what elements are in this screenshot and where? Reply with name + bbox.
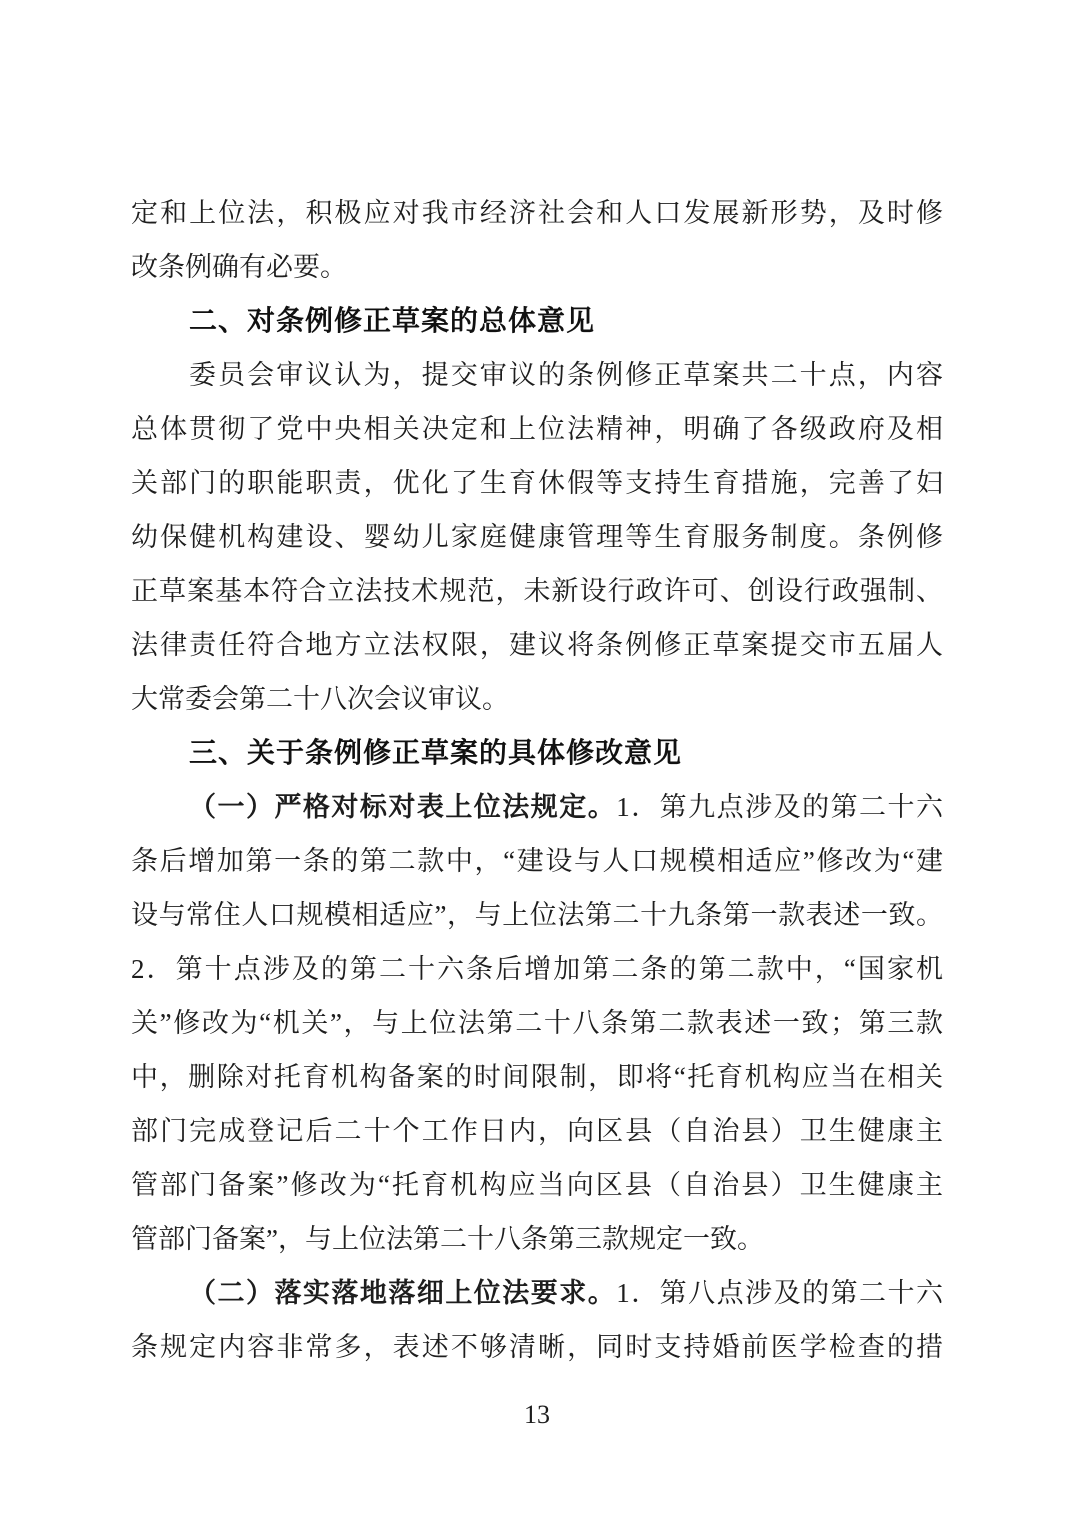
- body-line: 关部门的职能职责，优化了生育休假等支持生育措施，完善了妇: [131, 468, 943, 498]
- body-line: 中，删除对托育机构备案的时间限制，即将“托育机构应当在相关: [131, 1062, 943, 1092]
- body-line: [131, 1266, 943, 1320]
- body-line: 部门完成登记后二十个工作日内，向区县（自治县）卫生健康主: [131, 1116, 943, 1146]
- body-line: [131, 780, 943, 834]
- body-line: 定和上位法，积极应对我市经济社会和人口发展新形势，及时修: [131, 198, 943, 228]
- body-line: 管部门备案”修改为“托育机构应当向区县（自治县）卫生健康主: [131, 1170, 943, 1200]
- body-line: 总体贯彻了党中央相关决定和上位法精神，明确了各级政府及相: [131, 414, 943, 444]
- section-heading-2: 二、对条例修正草案的总体意见: [189, 305, 596, 336]
- body-line: 法律责任符合地方立法权限，建议将条例修正草案提交市五届人: [131, 630, 943, 660]
- clause-text: 1．第八点涉及的第二十六: [616, 1278, 944, 1308]
- body-line: 2．第十点涉及的第二十六条后增加第二条的第二款中，“国家机: [131, 954, 943, 984]
- clause-heading-lead: （一）严格对标对表上位法规定。: [189, 792, 617, 822]
- body-line: 关”修改为“机关”，与上位法第二十八条第二款表述一致；第三款: [131, 1008, 943, 1038]
- clause-heading-lead: （二）落实落地落细上位法要求。: [189, 1278, 617, 1308]
- body-line: 条规定内容非常多，表述不够清晰，同时支持婚前医学检查的措: [131, 1332, 943, 1362]
- body-line: 幼保健机构建设、婴幼儿家庭健康管理等生育服务制度。条例修: [131, 522, 943, 552]
- body-line: 设与常住人口规模相适应”，与上位法第二十九条第一款表述一致。: [131, 900, 943, 930]
- section-heading-3: 三、关于条例修正草案的具体修改意见: [189, 737, 683, 768]
- body-line: 条后增加第一条的第二款中，“建设与人口规模相适应”修改为“建: [131, 846, 943, 876]
- body-line: 大常委会第二十八次会议审议。: [131, 684, 509, 714]
- document-body: [131, 186, 943, 1374]
- body-line: 管部门备案”，与上位法第二十八条第三款规定一致。: [131, 1224, 764, 1254]
- body-line: 改条例确有必要。: [131, 252, 347, 282]
- clause-text: 1．第九点涉及的第二十六: [616, 792, 944, 822]
- body-line: 委员会审议认为，提交审议的条例修正草案共二十点，内容: [189, 360, 943, 390]
- page-number: 13: [524, 1400, 550, 1429]
- body-line: 正草案基本符合立法技术规范，未新设行政许可、创设行政强制、: [131, 576, 943, 606]
